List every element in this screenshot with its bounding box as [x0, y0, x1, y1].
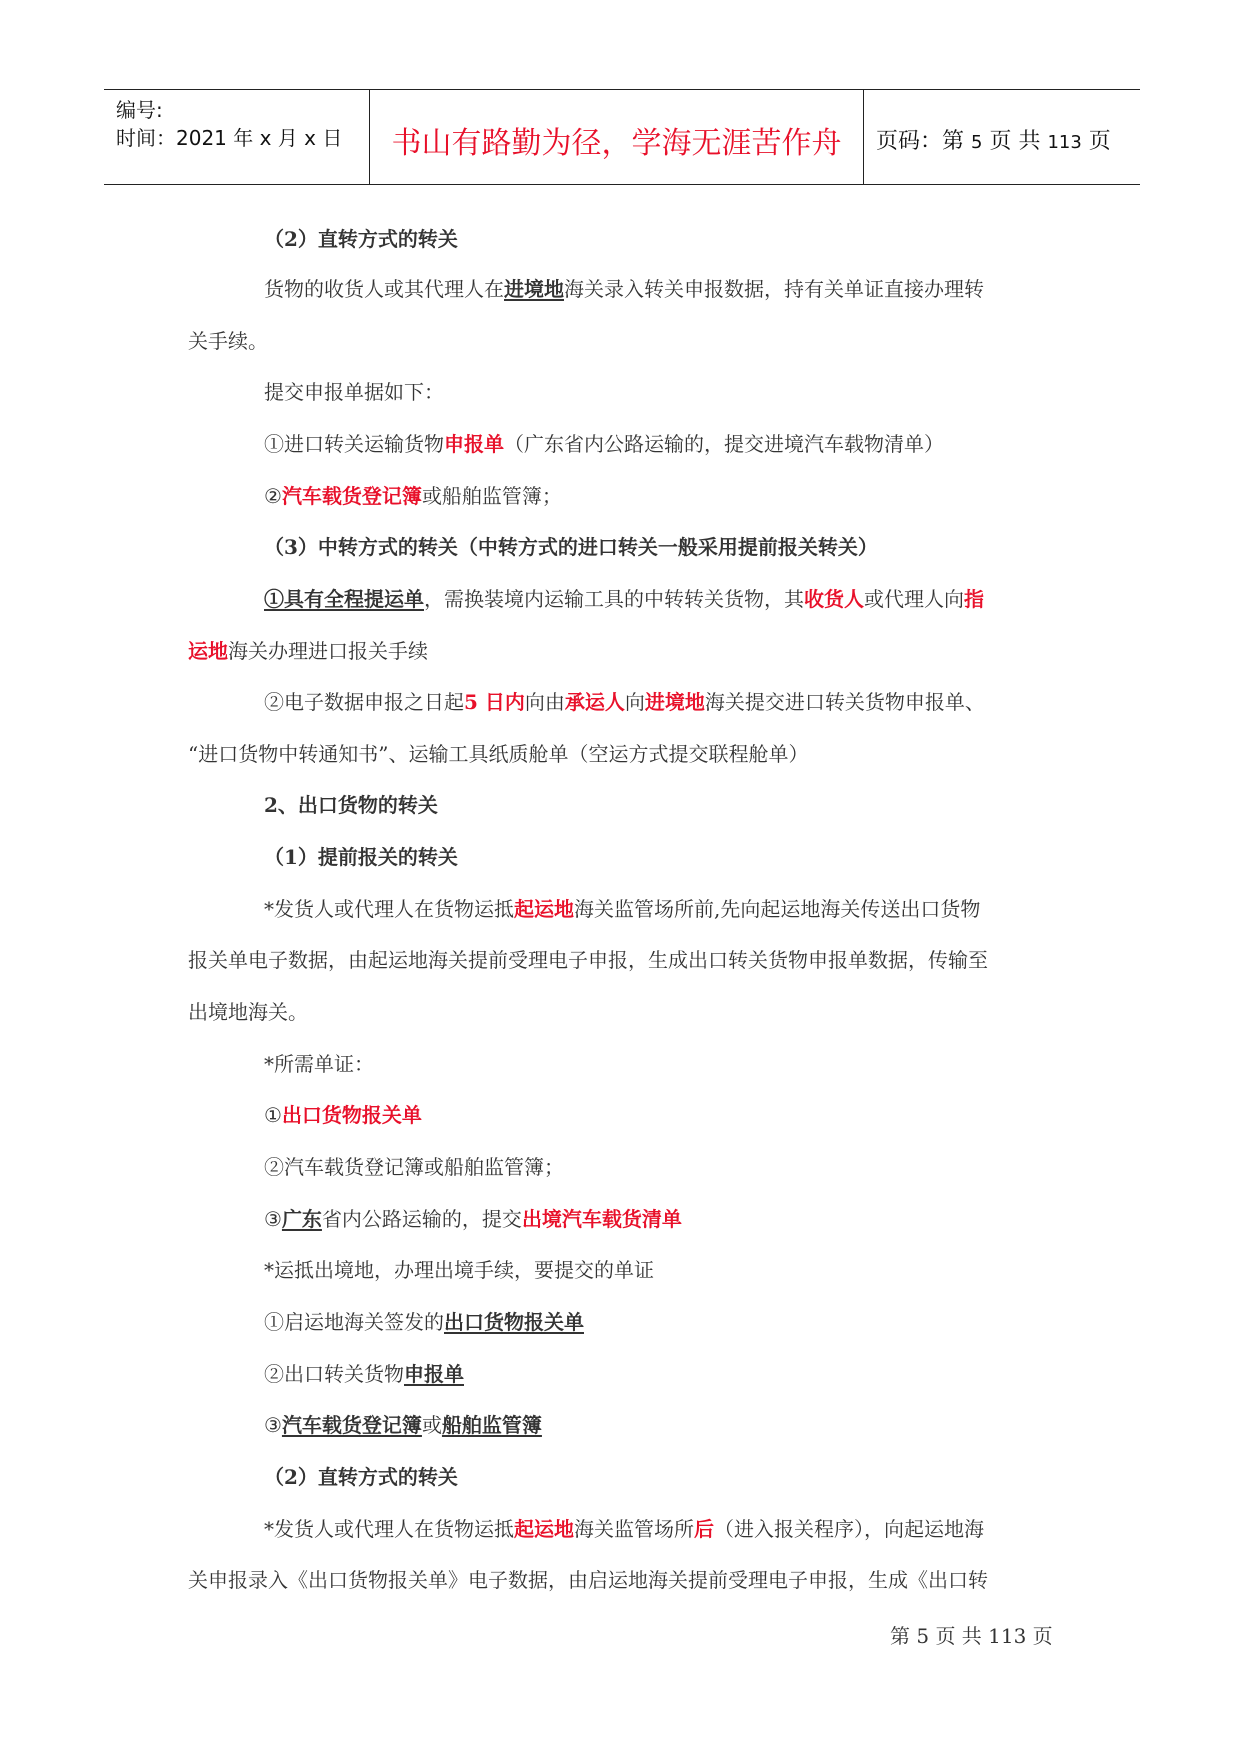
document-time-label: 时间：2021 年 x 月 x 日 [116, 126, 343, 150]
header-motto-cell [370, 90, 864, 184]
section-heading: （3）中转方式的转关（中转方式的进口转关一般采用提前报关转关） [264, 535, 878, 559]
paragraph-line: *运抵出境地，办理出境手续，要提交的单证 [264, 1258, 654, 1282]
header-meta-cell [104, 90, 370, 184]
list-item: ①启运地海关签发的出口货物报关单 [264, 1310, 584, 1334]
list-item: ②汽车载货登记簿或船舶监管簿； [264, 484, 562, 508]
paragraph-line: 货物的收货人或其代理人在进境地海关录入转关申报数据，持有关单证直接办理转 [264, 277, 984, 301]
list-item: ③汽车载货登记簿或船舶监管簿 [264, 1413, 542, 1437]
header-page-number: 页码：第 5 页 共 113 页 [876, 129, 1111, 154]
paragraph-line: 运地海关办理进口报关手续 [188, 639, 428, 663]
document-number-label: 编号: [116, 98, 163, 122]
list-item: ①进口转关运输货物申报单（广东省内公路运输的，提交进境汽车载物清单） [264, 432, 944, 456]
section-heading: （1）提前报关的转关 [264, 845, 458, 869]
paragraph-line: *所需单证： [264, 1052, 374, 1076]
section-heading: 2、出口货物的转关 [264, 793, 438, 817]
list-item: ②电子数据申报之日起5 日内向由承运人向进境地海关提交进口转关货物申报单、 [264, 690, 985, 714]
header-page-current: 5 [971, 132, 983, 153]
page-header [104, 89, 1140, 185]
list-item: ①具有全程提运单，需换装境内运输工具的中转转关货物，其收货人或代理人向指 [264, 587, 984, 611]
list-item: ②汽车载货登记簿或船舶监管簿； [264, 1155, 564, 1179]
paragraph-line: *发货人或代理人在货物运抵起运地海关监管场所后（进入报关程序），向起运地海 [264, 1517, 984, 1541]
paragraph-line: 报关单电子数据，由起运地海关提前受理电子申报，生成出口转关货物申报单数据，传输至 [188, 948, 988, 972]
list-item: ②出口转关货物申报单 [264, 1362, 464, 1386]
paragraph-line: 提交申报单据如下： [264, 380, 444, 404]
header-motto: 书山有路勤为径，学海无涯苦作舟 [391, 126, 842, 161]
section-heading: （2）直转方式的转关 [264, 227, 458, 251]
paragraph-line: *发货人或代理人在货物运抵起运地海关监管场所前,先向起运地海关传送出口货物 [264, 897, 981, 921]
paragraph-line: “进口货物中转通知书”、运输工具纸质舱单（空运方式提交联程舱单） [188, 742, 809, 766]
list-item: ①出口货物报关单 [264, 1103, 422, 1127]
list-item: ③广东省内公路运输的，提交出境汽车载货清单 [264, 1207, 682, 1231]
header-page-cell [864, 90, 1140, 184]
paragraph-line: 出境地海关。 [188, 1000, 308, 1024]
page-footer-number: 第 5 页 共 113 页 [890, 1624, 1053, 1648]
header-page-total: 113 [1047, 132, 1082, 153]
paragraph-line: 关申报录入《出口货物报关单》电子数据，由启运地海关提前受理电子申报，生成《出口转 [188, 1568, 988, 1592]
paragraph-line: 关手续。 [188, 329, 268, 353]
section-heading: （2）直转方式的转关 [264, 1465, 458, 1489]
